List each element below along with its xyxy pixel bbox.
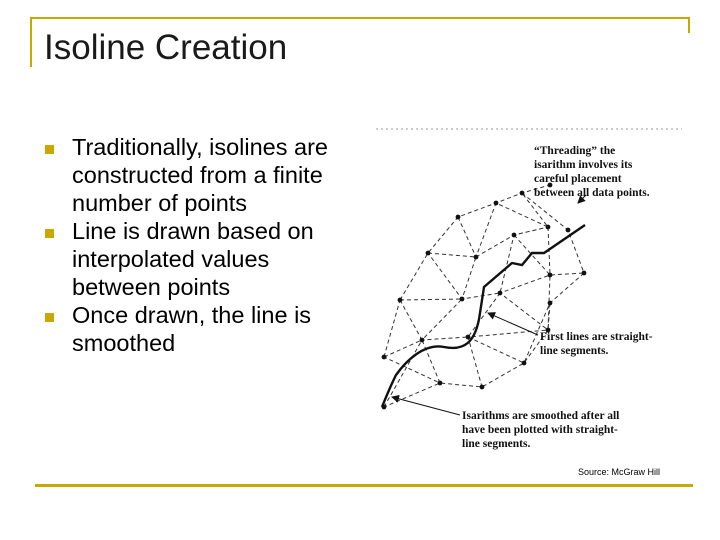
square-bullet-icon <box>45 229 54 238</box>
triangulation-network <box>384 185 584 407</box>
isoline-figure <box>372 125 684 455</box>
arrow-to-smoothed <box>392 397 460 415</box>
bullet-list <box>44 133 354 357</box>
frame-bottom-line <box>35 484 693 487</box>
triangulation-diagram <box>372 125 684 455</box>
square-bullet-icon <box>45 145 54 154</box>
annotation-line: careful placement <box>534 173 622 185</box>
frame-left-line <box>30 17 32 67</box>
smoothed-annotation <box>462 410 619 450</box>
frame-top-line <box>30 17 690 19</box>
smoothed-isarithm-line <box>382 313 480 407</box>
bullet-item <box>44 217 354 301</box>
straight-isarithm-line <box>480 225 585 313</box>
threading-annotation <box>534 145 650 199</box>
annotation-line: have been plotted with straight- <box>462 424 618 436</box>
square-bullet-icon <box>45 313 54 322</box>
annotation-line: line segments. <box>462 438 531 450</box>
bullet-item <box>44 301 354 357</box>
annotation-line: “Threading” the <box>534 145 616 157</box>
annotation-line: First lines are straight- <box>540 331 653 343</box>
leader-arrows <box>392 195 586 415</box>
first-lines-annotation <box>540 331 653 357</box>
arrow-to-first-lines <box>488 313 538 335</box>
source-caption: Source: McGraw Hill <box>578 467 661 477</box>
annotation-line: Isarithms are smoothed after all <box>462 410 620 422</box>
annotation-line: between all data points. <box>534 187 650 199</box>
bullet-text: Once drawn, the line is smoothed <box>72 302 312 356</box>
annotation-line: line segments. <box>540 345 609 357</box>
bullet-text: Traditionally, isolines are constructed from a finite number of points <box>72 134 328 216</box>
bullet-text: Line is drawn based on interpolated values between points <box>72 218 314 300</box>
frame-right-line <box>688 17 690 33</box>
annotation-line: isarithm involves its <box>534 159 633 171</box>
bullet-item <box>44 133 354 217</box>
slide-title: Isoline Creation <box>44 28 288 67</box>
